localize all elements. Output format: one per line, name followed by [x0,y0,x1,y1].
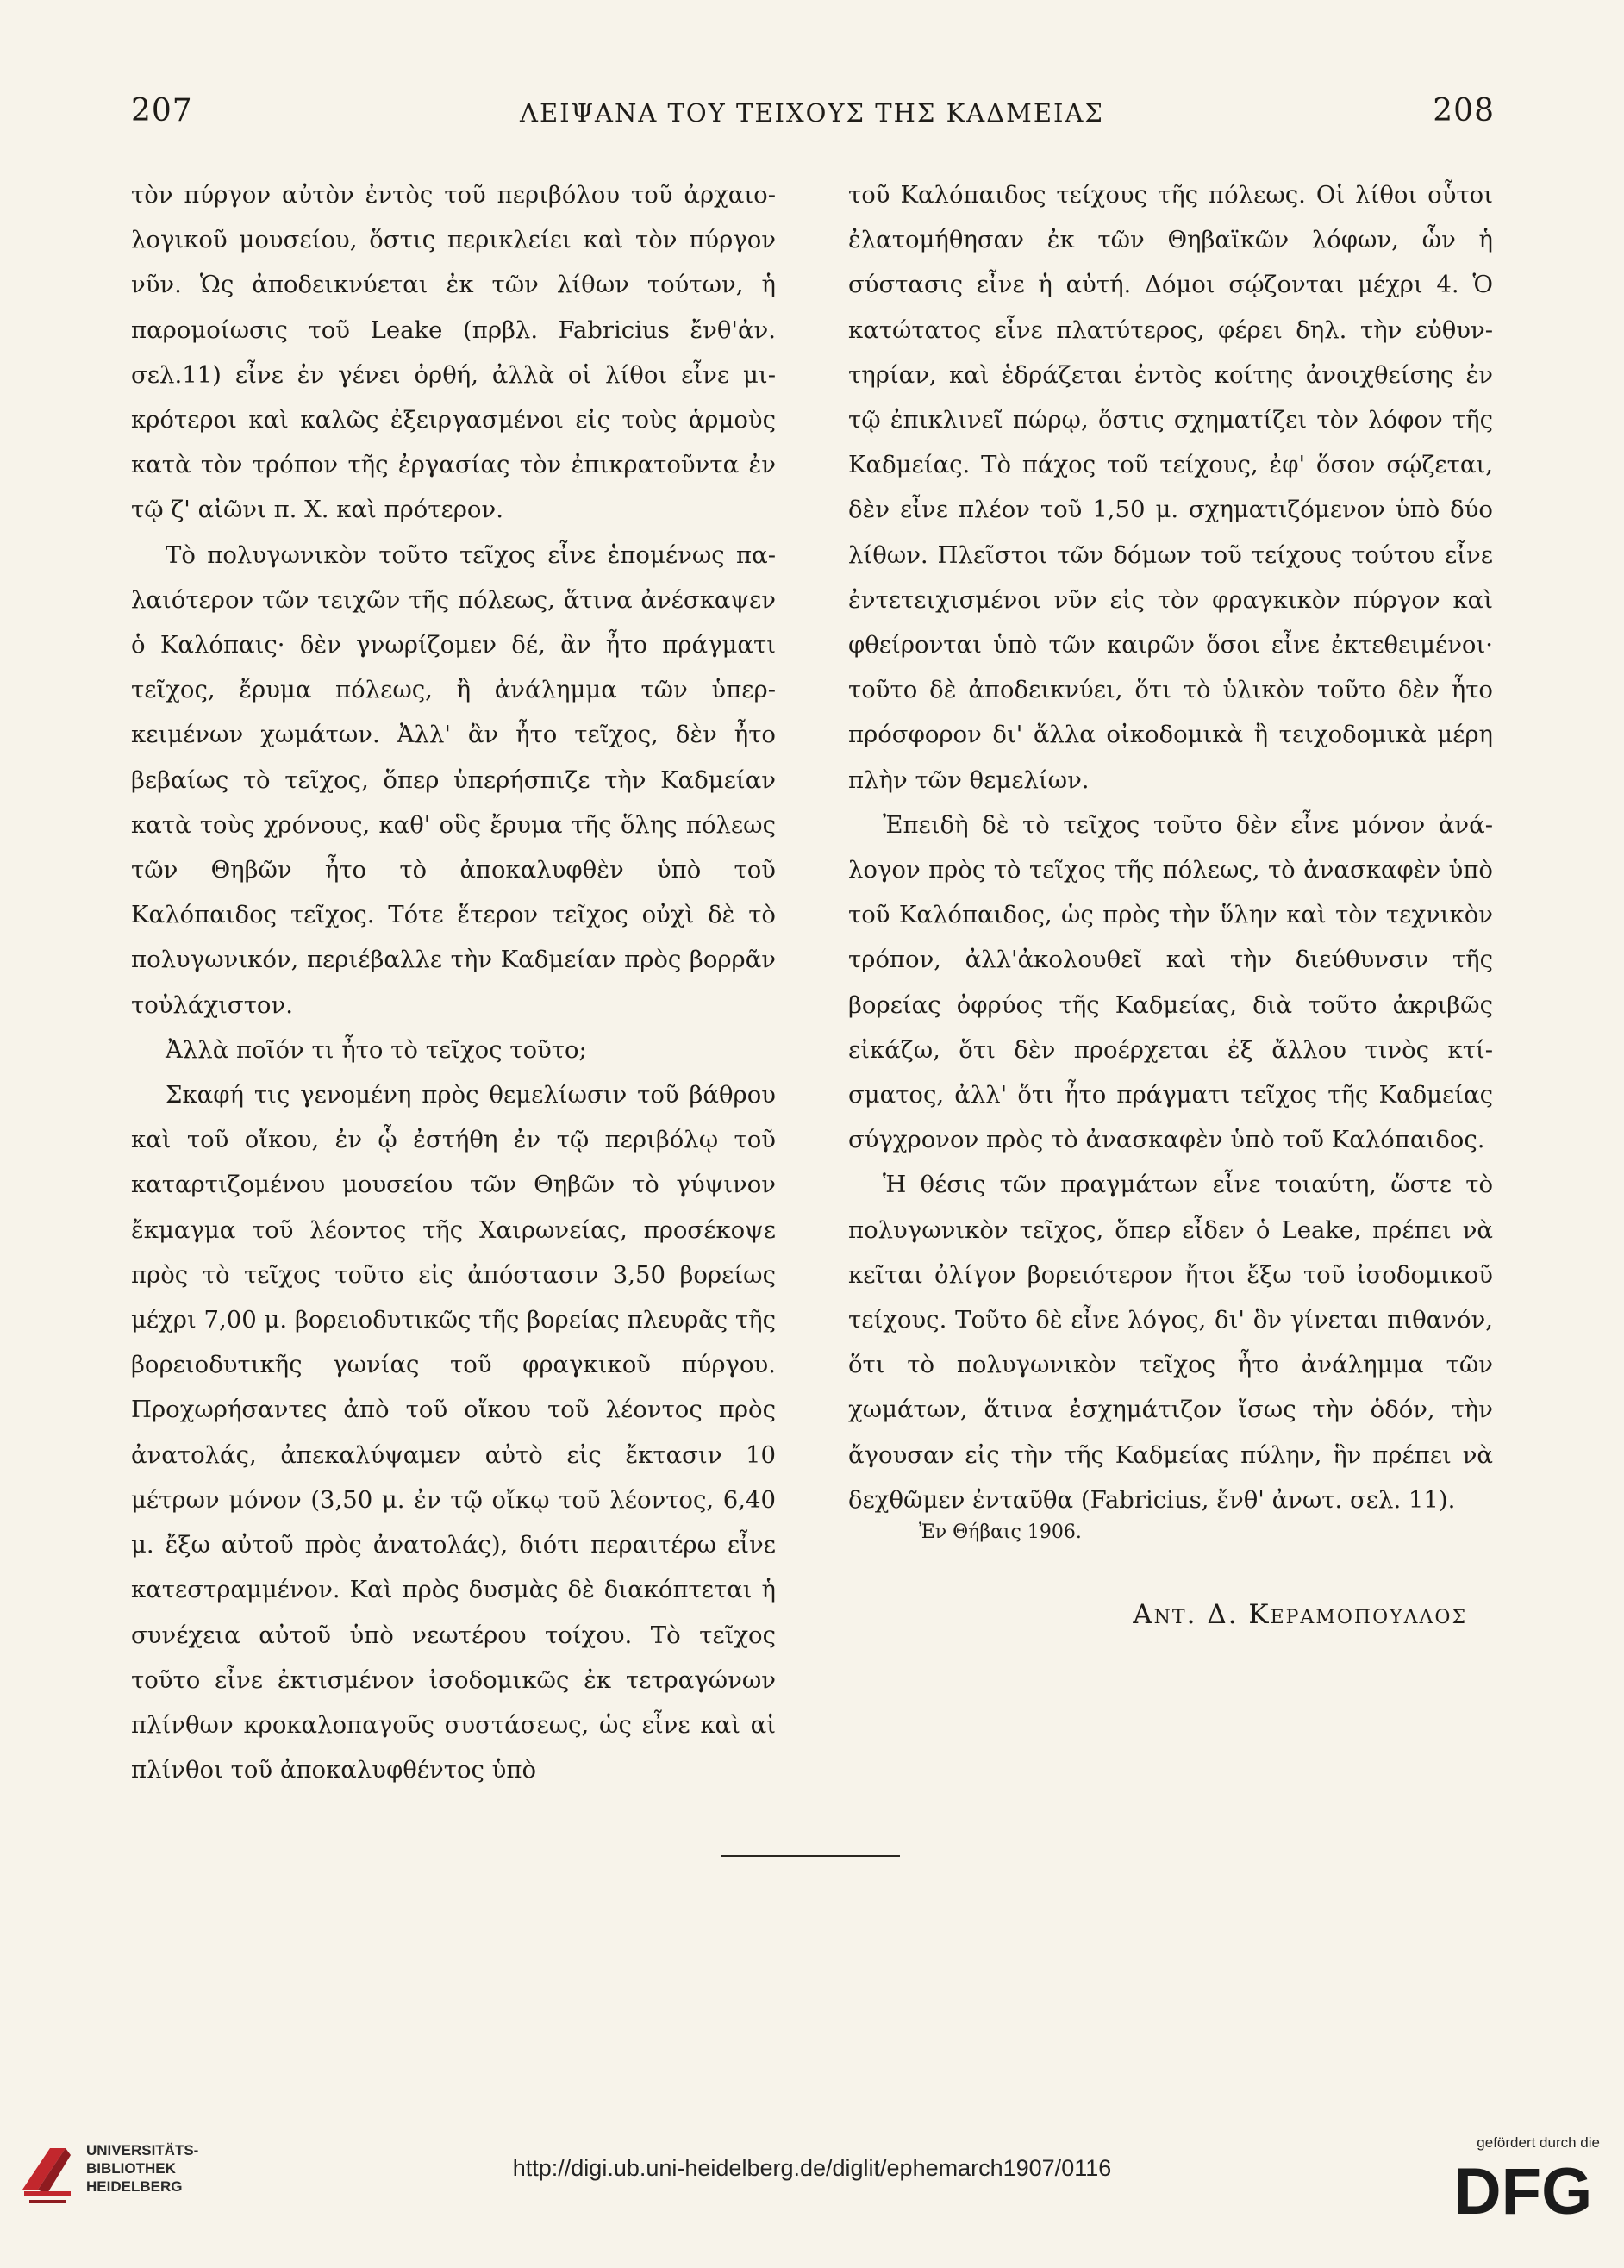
footer-url-link[interactable]: http://digi.ub.uni-heidelberg.de/diglit/ephemarch1907/0116 [512,2155,1112,2181]
paragraph: τὸν πύργον αὐτὸν ἐντὸς τοῦ περιβόλου τοῦ ἀρχαιολογικοῦ μουσείου, ὅστις περικλείει καὶ τὸν πύργον νῦν. Ὡς ἀποδεικνύεται ἐκ τῶν λίθων τούτων, ἡ παρομοίωσις τοῦ Leake (πρβλ. Fabricius ἔνθ'ἀν. σελ.11) εἶνε ἐν γένει ὀρθή, ἀλλὰ οἱ λίθοι εἶνε μικρότεροι καὶ καλῶς ἐξειργασμένοι εἰς τοὺς ἁρμοὺς κατὰ τὸν τρόπον τῆς ἐργασίας τὸν ἐπικρατοῦντα ἐν τῷ ζ' αἰῶνι π. Χ. καὶ πρότερον. [131,181,776,524]
running-title: ΛΕΙΨΑΝΑ ΤΟΥ ΤΕΙΧΟΥΣ ΤΗΣ ΚΑΔΜΕΙΑΣ [520,98,1104,128]
left-column [131,172,776,1792]
right-column [848,172,1493,1522]
dfg-logo-icon [1446,2157,1600,2222]
library-name: UNIVERSITÄTS- BIBLIOTHEK HEIDELBERG [86,2142,199,2195]
dfg-caption: gefördert durch die [1477,2134,1600,2151]
page-number-right: 208 [1433,93,1495,128]
divider-rule [721,1855,900,1857]
paragraph: Ἡ θέσις τῶν πραγμάτων εἶνε τοιαύτη, ὥστε τὸ πολυγωνικὸν τεῖχος, ὅπερ εἶδεν ὁ Leake, πρέπει νὰ κεῖται ὀλίγον βορειότερον ἤτοι ἔξω τοῦ ἰσοδομικοῦ τείχους. Τοῦτο δὲ εἶνε λόγος, δι' ὃν γίνεται πιθανόν, ὅτι τὸ πολυγωνικὸν τεῖχος ἦτο ἀνάλημμα τῶν χωμάτων, ἅτινα ἐσχημάτιζον ἴσως τὴν ὁδόν, τὴν ἄγουσαν εἰς τὴν τῆς Καδμείας πύλην, ἣν πρέπει νὰ δεχθῶμεν ἐνταῦθα (Fabricius, ἔνθ' ἀνωτ. σελ. 11). [848,1171,1493,1514]
svg-text:DFG: DFG [1453,2157,1593,2222]
paragraph: Ἀλλὰ ποῖόν τι ἦτο τὸ τεῖχος τοῦτο; [166,1035,587,1064]
paragraph: Σκαφή τις γενομένη πρὸς θεμελίωσιν τοῦ βάθρου καὶ τοῦ οἴκου, ἐν ᾧ ἐστήθη ἐν τῷ περιβόλῳ τοῦ καταρτιζομένου μουσείου τῶν Θηβῶν τὸ γύψινον ἔκμαγμα τοῦ λέοντος τῆς Χαιρωνείας, προσέκοψε πρὸς τὸ τεῖχος τοῦτο εἰς ἀπόστασιν 3,50 βορείως μέχρι 7,00 μ. βορειοδυτικῶς τῆς βορείας πλευρᾶς τῆς βορειοδυτικῆς γωνίας τοῦ φραγκικοῦ πύργου. Προχωρήσαντες ἀπὸ τοῦ οἴκου τοῦ λέοντος πρὸς ἀνατολάς, ἀπεκαλύψαμεν αὐτὸ εἰς ἔκτασιν 10 μέτρων μόνον (3,50 μ. ἐν τῷ οἴκῳ τοῦ λέοντος, 6,40 μ. ἔξω αὐτοῦ πρὸς ἀνατολάς), διότι περαιτέρω εἶνε κατεστραμμένον. Καὶ πρὸς δυσμὰς δὲ διακόπτεται ἡ συνέχεια αὐτοῦ ὑπὸ νεωτέρου τοίχου. Τὸ τεῖχος τοῦτο εἶνε ἐκτισμένον ἰσοδομικῶς ἐκ τετραγώνων πλίνθων κροκαλοπαγοῦς συστάσεως, ὡς εἶνε καὶ αἱ πλίνθοι τοῦ ἀποκαλυφθέντος ὑπὸ [131,1081,776,1784]
place-date: Ἐν Θήβαις 1906. [919,1521,1082,1543]
paragraph: Ἐπειδὴ δὲ τὸ τεῖχος τοῦτο δὲν εἶνε μόνον ἀνάλογον πρὸς τὸ τεῖχος τῆς πόλεως, τὸ ἀνασκαφὲν ὑπὸ τοῦ Καλόπαιδος, ὡς πρὸς τὴν ὕλην καὶ τὸν τεχνικὸν τρόπον, ἀλλ'ἀκολουθεῖ καὶ τὴν διεύθυνσιν τῆς βορείας ὀφρύος τῆς Καδμείας, διὰ τοῦτο ἀκριβῶς εἰκάζω, ὅτι δὲν προέρχεται ἐξ ἄλλου τινὸς κτίσματος, ἀλλ' ὅτι ἦτο πράγματι τεῖχος τῆς Καδμείας σύγχρονον πρὸς τὸ ἀνασκαφὲν ὑπὸ τοῦ Καλόπαιδος. [848,810,1493,1154]
page-number-left: 207 [131,93,193,128]
paragraph: τοῦ Καλόπαιδος τείχους τῆς πόλεως. Οἱ λίθοι οὗτοι ἐλατομήθησαν ἐκ τῶν Θηβαϊκῶν λόφων, ὧν ἡ σύστασις εἶνε ἡ αὐτή. Δόμοι σῴζονται μέχρι 4. Ὁ κατώτατος εἶνε πλατύτερος, φέρει δηλ. τὴν εὐθυντηρίαν, καὶ ἑδράζεται ἐντὸς κοίτης ἀνοιχθείσης ἐν τῷ ἐπικλινεῖ πώρῳ, ὅστις σχηματίζει τὸν λόφον τῆς Καδμείας. Τὸ πάχος τοῦ τείχους, ἐφ' ὅσον σῴζεται, δὲν εἶνε πλέον τοῦ 1,50 μ. σχηματιζόμενον ὑπὸ δύο λίθων. Πλεῖστοι τῶν δόμων τοῦ τείχους τούτου εἶνε ἐντετειχισμένοι νῦν εἰς τὸν φραγκικὸν πύργον καὶ φθείρονται ὑπὸ τῶν καιρῶν ὅσοι εἶνε ἐκτεθειμένοι· τοῦτο δὲ ἀποδεικνύει, ὅτι τὸ ὑλικὸν τοῦτο δὲν ἦτο πρόσφορον δι' ἄλλα οἰκοδομικὰ ἢ τειχοδομικὰ μέρη πλὴν τῶν θεμελίων. [848,181,1493,794]
paragraph: Τὸ πολυγωνικὸν τοῦτο τεῖχος εἶνε ἑπομένως παλαιότερον τῶν τειχῶν τῆς πόλεως, ἅτινα ἀνέσκαψεν ὁ Καλόπαις· δὲν γνωρίζομεν δέ, ἂν ἦτο πράγματι τεῖχος, ἔρυμα πόλεως, ἢ ἀνάλημμα τῶν ὑπερκειμένων χωμάτων. Ἀλλ' ἂν ἦτο τεῖχος, δὲν ἦτο βεβαίως τὸ τεῖχος, ὅπερ ὑπερήσπιζε τὴν Καδμείαν κατὰ τοὺς χρόνους, καθ' οὓς ἔρυμα τῆς ὅλης πόλεως τῶν Θηβῶν ἦτο τὸ ἀποκαλυφθὲν ὑπὸ τοῦ Καλόπαιδος τεῖχος. Τότε ἕτερον τεῖχος οὐχὶ δὲ τὸ πολυγωνικόν, περιέβαλλε τὴν Καδμείαν πρὸς βορρᾶν τοὐλάχιστον. [131,540,776,1019]
author-signature [1133,1599,1467,1630]
author-name: Αντ. Δ. Κεραμοπουλλος [1133,1599,1467,1630]
